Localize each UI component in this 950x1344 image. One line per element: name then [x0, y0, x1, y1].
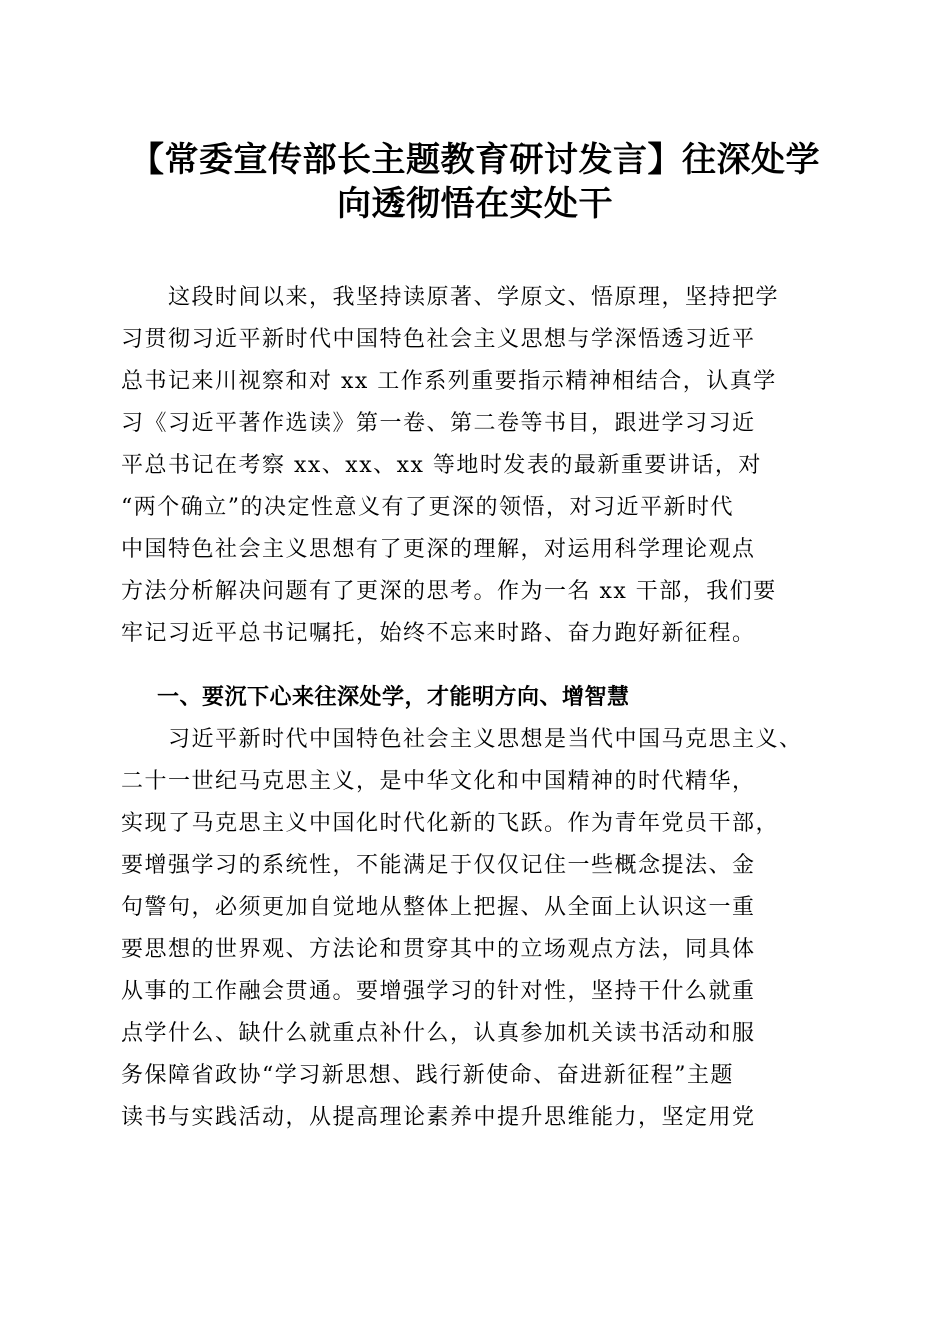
text-line: 要增强学习的系统性，不能满足于仅仅记住一些概念提法、金	[121, 853, 756, 878]
text-line: 平总书记在考察 xx、xx、xx 等地时发表的最新重要讲话，对	[121, 453, 762, 478]
text-line: 从事的工作融会贯通。要增强学习的针对性，坚持干什么就重	[121, 979, 756, 1004]
text-line: 方法分析解决问题有了更深的思考。作为一名 xx 干部，我们要	[121, 579, 777, 604]
text-line: 务保障省政协“学习新思想、践行新使命、奋进新征程”主题	[121, 1063, 734, 1088]
text-line: “两个确立”的决定性意义有了更深的领悟，对习近平新时代	[121, 495, 734, 520]
text-line: 牢记习近平总书记嘱托，始终不忘来时路、奋力跑好新征程。	[121, 621, 756, 646]
text-line: 习近平新时代中国特色社会主义思想是当代中国马克思主义、	[121, 727, 803, 752]
text-line: 读书与实践活动，从提高理论素养中提升思维能力，坚定用党	[121, 1105, 756, 1130]
title-line: 【常委宣传部长主题教育研讨发言】往深处学	[130, 140, 820, 180]
text-line: 要思想的世界观、方法论和贯穿其中的立场观点方法，同具体	[121, 937, 756, 962]
title-line: 向透彻悟在实处干	[337, 184, 613, 224]
paragraph-intro	[121, 277, 831, 655]
text-line: 习《习近平著作选读》第一卷、第二卷等书目，跟进学习习近	[121, 411, 756, 436]
text-line: 实现了马克思主义中国化时代化新的飞跃。作为青年党员干部，	[121, 811, 780, 836]
text-line: 中国特色社会主义思想有了更深的理解，对运用科学理论观点	[121, 537, 756, 562]
text-line: 点学什么、缺什么就重点补什么，认真参加机关读书活动和服	[121, 1021, 756, 1046]
text-line: 总书记来川视察和对 xx 工作系列重要指示精神相结合，认真学	[121, 369, 777, 394]
text-line: 句警句，必须更加自觉地从整体上把握、从全面上认识这一重	[121, 895, 756, 920]
section-heading: 一、要沉下心来往深处学，才能明方向、增智慧	[157, 685, 630, 710]
text-line: 二十一世纪马克思主义，是中华文化和中国精神的时代精华，	[121, 769, 756, 794]
paragraph-section-1	[121, 719, 831, 1139]
document-title	[110, 138, 840, 226]
text-line: 这段时间以来，我坚持读原著、学原文、悟原理，坚持把学	[121, 285, 780, 310]
text-line: 习贯彻习近平新时代中国特色社会主义思想与学深悟透习近平	[121, 327, 756, 352]
